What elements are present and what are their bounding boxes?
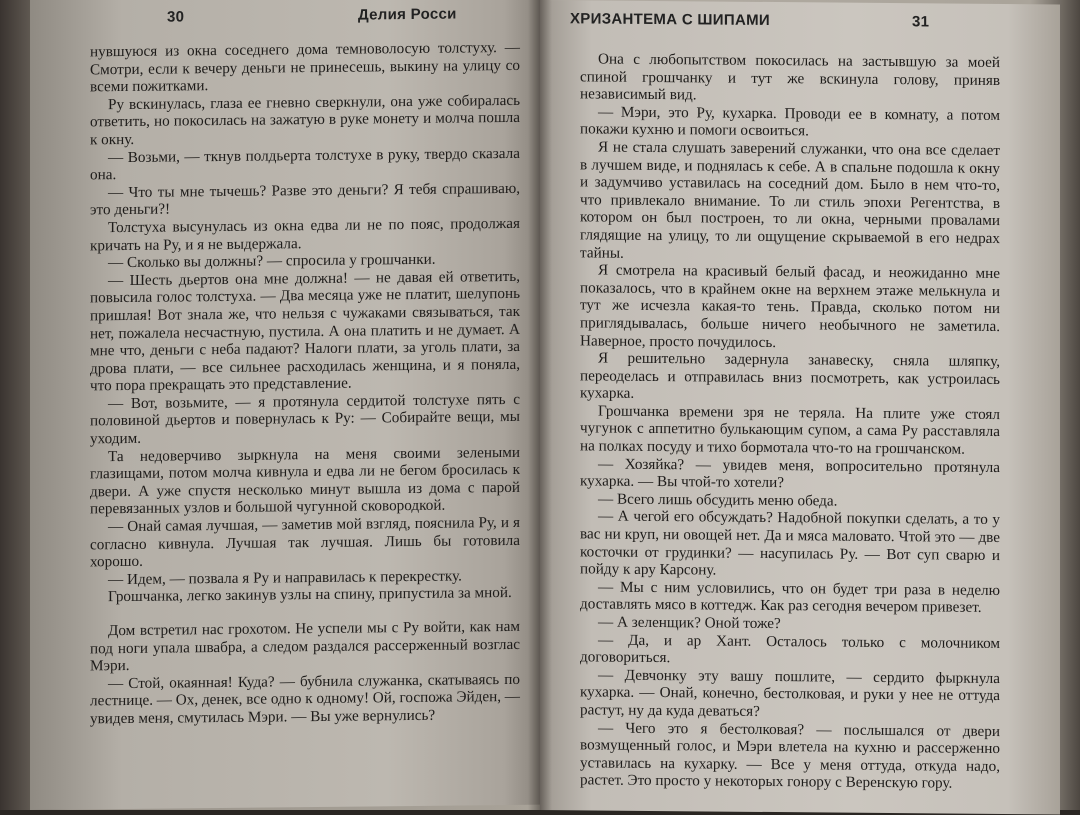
paragraph: Грошчанка, легко закинув узлы на спину, припустила за мной. bbox=[108, 584, 512, 606]
paragraph: — Мэри, это Ру, кухарка. Проводи ее в комнату, а потом покажи кухню и помоги освоиться. bbox=[580, 103, 1000, 140]
left-page-text bbox=[90, 39, 520, 728]
paragraph: Грошчанка времени зря не теряла. На плите уже стоял чугунок с аппетитно булькающим супом, а сама Ру расставляла на полках посуду и тихо бормотала что-то на грошчанском. bbox=[580, 402, 1000, 458]
paragraph: Я смотрела на красивый белый фасад, и неожиданно мне показалось, что в крайнем окне на верхнем этаже мелькнула и тут же исчезла какая-то тень. Правда, сколько потом ни приглядывалась, больше ничего необычного не заметила. Наверное, просто почудилось. bbox=[580, 261, 1000, 351]
left-page bbox=[30, 0, 540, 810]
right-page bbox=[540, 0, 1060, 815]
paragraph: Я решительно задернула занавеску, сняла шляпку, переоделась и отправилась вниз посмотреть, как устроилась кухарка. bbox=[580, 349, 1000, 403]
paragraph: — Да, и ар Хант. Осталось только с молочником договориться. bbox=[580, 631, 1000, 667]
paragraph: — Всего лишь обсудить меню обеда. bbox=[598, 490, 838, 510]
paragraph: нувшуюся из окна соседнего дома темноволосую толстуху. — Смотри, если к вечеру деньги не принесешь, выкину на улицу со всеми пожитками. bbox=[90, 38, 520, 96]
paragraph: — Идем, — позвала я Ру и направилась к перекрестку. bbox=[108, 567, 462, 588]
paragraph: — Сколько вы должны? — спросила у грошчанки. bbox=[108, 250, 436, 272]
running-head-left: Делия Росси bbox=[358, 5, 457, 24]
right-page-text bbox=[580, 50, 1000, 793]
paragraph: — Чего это я бестолковая? — послышался от двери возмущенный голос, и Мэри влетела на кухню и рассерженно уставилась на кухарку. — Все у меня оттуда, откуда надо, растет. Это просто у некоторых гонору с Веренскую гору. bbox=[580, 719, 1000, 792]
paragraph: — Возьми, — ткнув полдьерта толстухе в руку, твердо сказала она. bbox=[90, 144, 520, 184]
paragraph: — Девчонку эту вашу пошлите, — сердито фыркнула кухарка. — Онай, конечно, бестолковая, и руки у нее не оттуда растут, ну да куда деваться? bbox=[580, 666, 1000, 720]
paragraph: — Мы с ним условились, что он будет три раза в неделю доставлять мясо в коттедж. Как раз сегодня вечером привезет. bbox=[580, 578, 1000, 617]
paragraph: Та недоверчиво зыркнула на меня своими зелеными глазищами, потом молча кивнула и едва ли не бегом бросилась к двери. А уже спустя несколько минут вышла из дома с парой перевязанных узлов и большой чугунной сковородкой. bbox=[90, 443, 520, 518]
paragraph: — Что ты мне тычешь? Разве это деньги? Я тебя спрашиваю, это деньги?! bbox=[90, 179, 520, 219]
paragraph: — А зеленщик? Оной тоже? bbox=[598, 613, 781, 633]
paragraph: Она с любопытством покосилась на застывшую за моей спиной грошчанку и тут же вскинула голову, приняв независимый вид. bbox=[580, 50, 1000, 104]
running-head-right: ХРИЗАНТЕМА С ШИПАМИ bbox=[570, 10, 770, 30]
paragraph: Я не стала слушать заверений служанки, что она все сделает в лучшем виде, и поднялась к себе. А в спальне подошла к окну и задумчиво уставилась на соседний дом. Было в нем что-то, что привлекало внимание. То ли стиль эпохи Регентства, в котором он был построен, то ли окна, черными провалами глядящие на улицу, то ли ощущение скрываемой в его недрах тайны. bbox=[580, 138, 1000, 262]
paragraph: — Стой, окаянная! Куда? — бубнила служанка, скатываясь по лестнице. — Ох, денек, все одно к одному! Ой, госпожа Эйден, — увидев меня, смутилась Мэри. — Вы уже вернулись? bbox=[90, 670, 520, 728]
paragraph: — Хозяйка? — увидев меня, вопросительно протянула кухарка. — Вы чтой-то хотели? bbox=[580, 455, 1000, 492]
page-number-right: 31 bbox=[912, 13, 930, 31]
paragraph: — Вот, возьмите, — я протянула сердитой толстухе пять с половиной дьертов и повернулась к Ру: — Собирайте вещи, мы уходим. bbox=[90, 390, 520, 448]
paragraph: — Онай самая лучшая, — заметив мой взгляд, пояснила Ру, и я согласно кивнула. Лучшая так лучшая. Лишь бы готовила хорошо. bbox=[90, 513, 520, 571]
paragraph: — Шесть дьертов она мне должна! — не давая ей ответить, повысила голос толстуха. — Два месяца уже не платит, шелупонь пришлая! Вот знала же, что нельзя с чужаками связываться, так нет, пожалела несчастную, пустила. А она платить и не думает. А мне что, деньги с неба падают? Налоги плати, за уголь плати, за дрова плати, — все сильнее расходилась женщина, и я поняла, что пора прекращать это представление. bbox=[90, 267, 520, 395]
paragraph: Ру вскинулась, глаза ее гневно сверкнули, она уже собиралась ответить, но покосилась на зажатую в руке монету и молча пошла к окну. bbox=[90, 91, 520, 149]
paragraph: Толстуха высунулась из окна едва ли не по пояс, продолжая кричать на Ру, и я не выдержала. bbox=[90, 214, 520, 254]
paragraph: — А чегой его обсуждать? Надобной покупки сделать, а то у вас ни круп, ни овощей нет. Да и мяса маловато. Чтой это — две косточки от грудинки? — насупилась Ру. — Вот суп сварю и пойду к ару Карсону. bbox=[580, 507, 1000, 579]
page-number-left: 30 bbox=[167, 8, 185, 26]
paragraph: Дом встретил нас грохотом. Не успели мы с Ру войти, как нам под ноги упала швабра, а следом раздался рассерженный возглас Мэри. bbox=[90, 617, 520, 675]
